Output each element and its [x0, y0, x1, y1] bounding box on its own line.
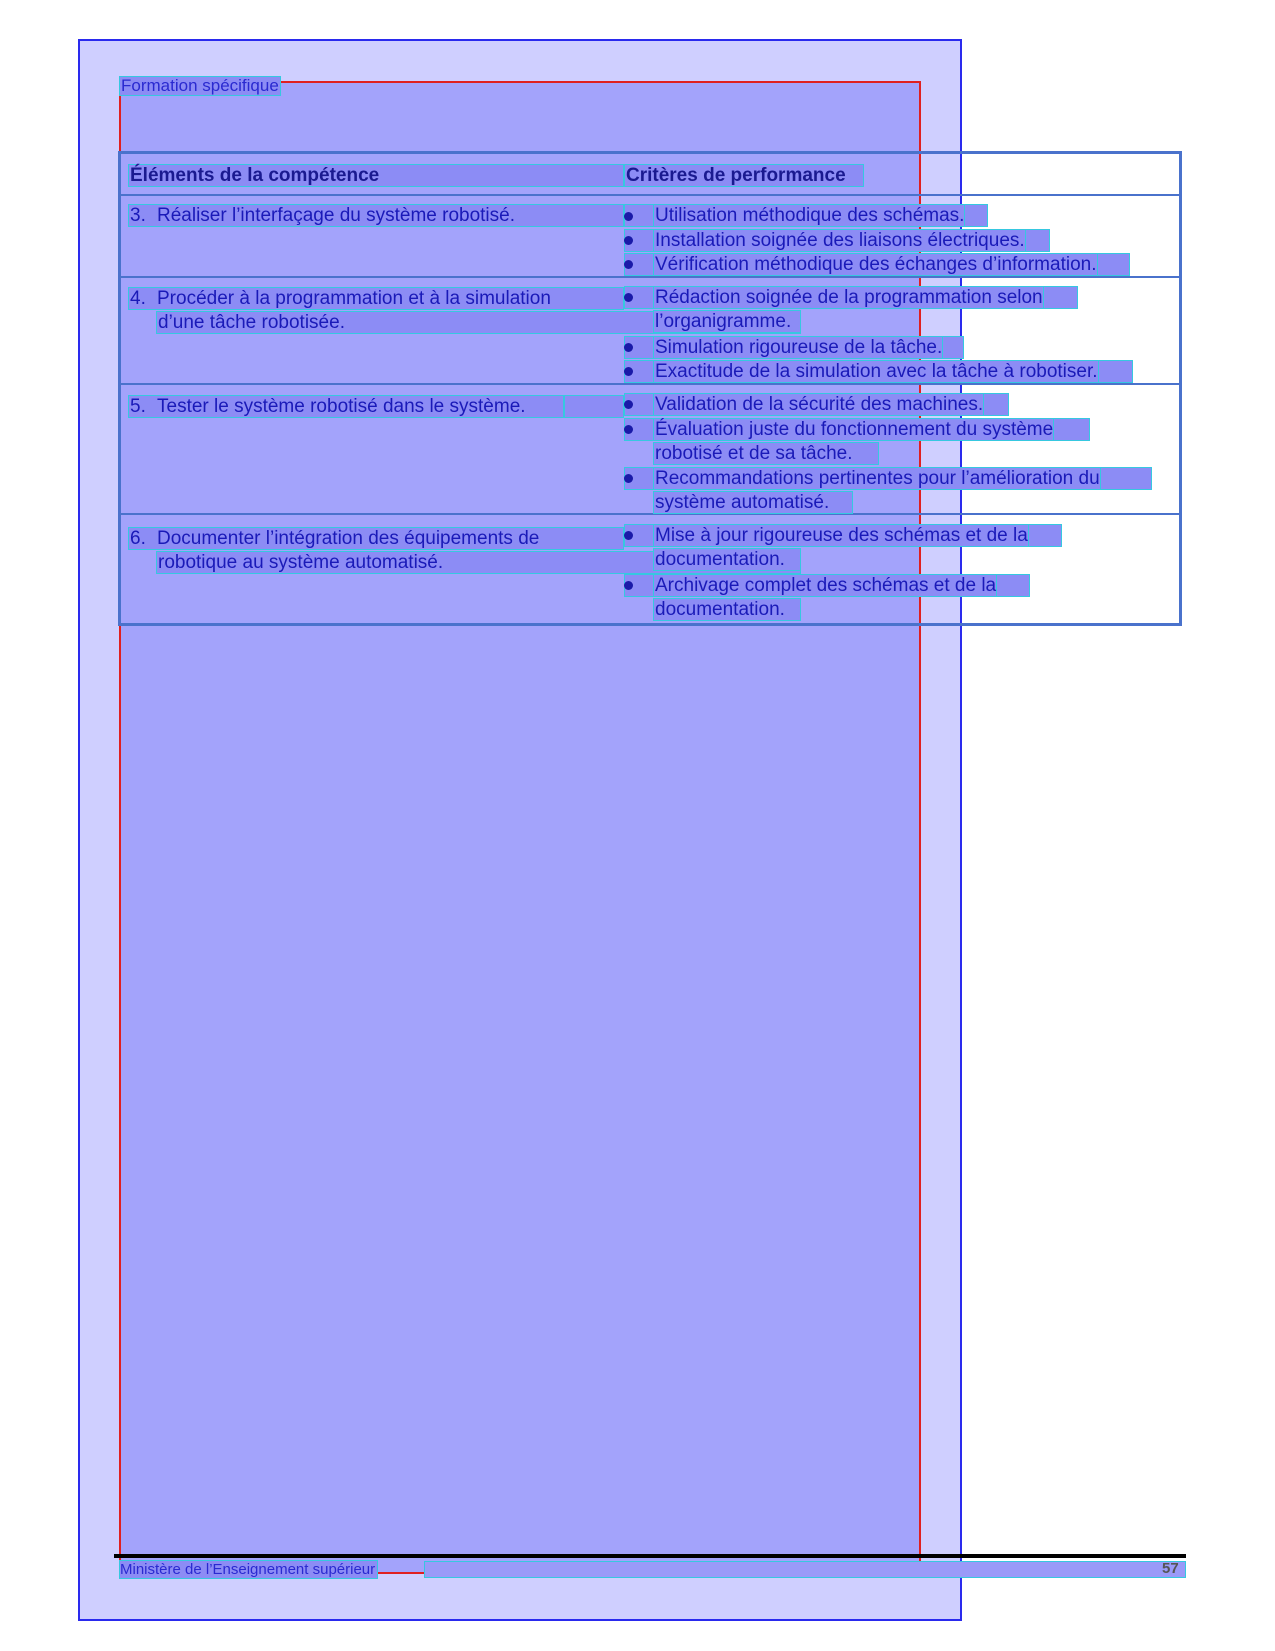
criterion-text: Validation de la sécurité des machines.	[655, 394, 984, 415]
criterion-text: l’organigramme.	[653, 310, 801, 333]
bullet-icon	[624, 474, 633, 483]
table-row-divider	[118, 513, 1182, 515]
element-text: robotique au système automatisé.	[156, 551, 801, 574]
element-box-extension	[564, 395, 624, 418]
element-line	[128, 395, 564, 418]
col-header-criteria: Critères de performance	[624, 164, 864, 187]
bullet-icon	[624, 260, 633, 269]
element-text: d’une tâche robotisée.	[156, 311, 801, 334]
criterion-text: documentation.	[653, 598, 801, 621]
element-number: 4.	[130, 288, 146, 309]
criterion-text: documentation.	[653, 548, 801, 571]
criterion-text: Recommandations pertinentes pour l’amélioration du	[655, 468, 1100, 489]
element-line	[128, 527, 624, 550]
bullet-icon	[624, 367, 633, 376]
criterion-text: Utilisation méthodique des schémas.	[655, 205, 965, 226]
criterion-text: Mise à jour rigoureuse des schémas et de la	[655, 525, 1028, 546]
criterion-text: Exactitude de la simulation avec la tâche à robotiser.	[655, 361, 1098, 382]
bullet-icon	[624, 581, 633, 590]
criterion-text: Évaluation juste du fonctionnement du système	[655, 419, 1054, 440]
criterion-text: système automatisé.	[653, 491, 853, 514]
criterion-text: robotisé et de sa tâche.	[653, 442, 879, 465]
footer-bar	[424, 1561, 1186, 1578]
bullet-icon	[624, 212, 633, 221]
page-number: 57	[1162, 1560, 1179, 1577]
bullet-icon	[624, 343, 633, 352]
element-text: Tester le système robotisé dans le système.	[157, 396, 526, 417]
criterion-text: Vérification méthodique des échanges d’information.	[655, 254, 1097, 275]
bullet-icon	[624, 531, 633, 540]
criterion-text: Simulation rigoureuse de la tâche.	[655, 337, 943, 358]
footer-rule	[114, 1554, 1186, 1558]
element-number: 3.	[130, 205, 146, 226]
footer-ministry: Ministère de l’Enseignement supérieur	[119, 1560, 378, 1579]
criterion-text: Installation soignée des liaisons électriques.	[655, 230, 1025, 251]
bullet-icon	[624, 236, 633, 245]
element-text: Procéder à la programmation et à la simulation	[157, 288, 551, 309]
element-text: Réaliser l’interfaçage du système robotisé.	[157, 205, 516, 226]
element-line	[128, 287, 624, 310]
bullet-icon	[624, 293, 633, 302]
col-header-elements: Éléments de la compétence	[128, 164, 624, 187]
running-head: Formation spécifique	[121, 76, 279, 95]
criterion-text: Rédaction soignée de la programmation selon	[655, 287, 1043, 308]
bullet-icon	[624, 400, 633, 409]
element-text: Documenter l’intégration des équipements de	[157, 528, 540, 549]
element-number: 6.	[130, 528, 146, 549]
table-header-divider	[118, 194, 1182, 196]
criterion-text: Archivage complet des schémas et de la	[655, 575, 997, 596]
table-row-divider	[118, 276, 1182, 278]
table-row-divider	[118, 383, 1182, 385]
bullet-icon	[624, 425, 633, 434]
element-number: 5.	[130, 396, 146, 417]
element-line	[128, 204, 624, 227]
